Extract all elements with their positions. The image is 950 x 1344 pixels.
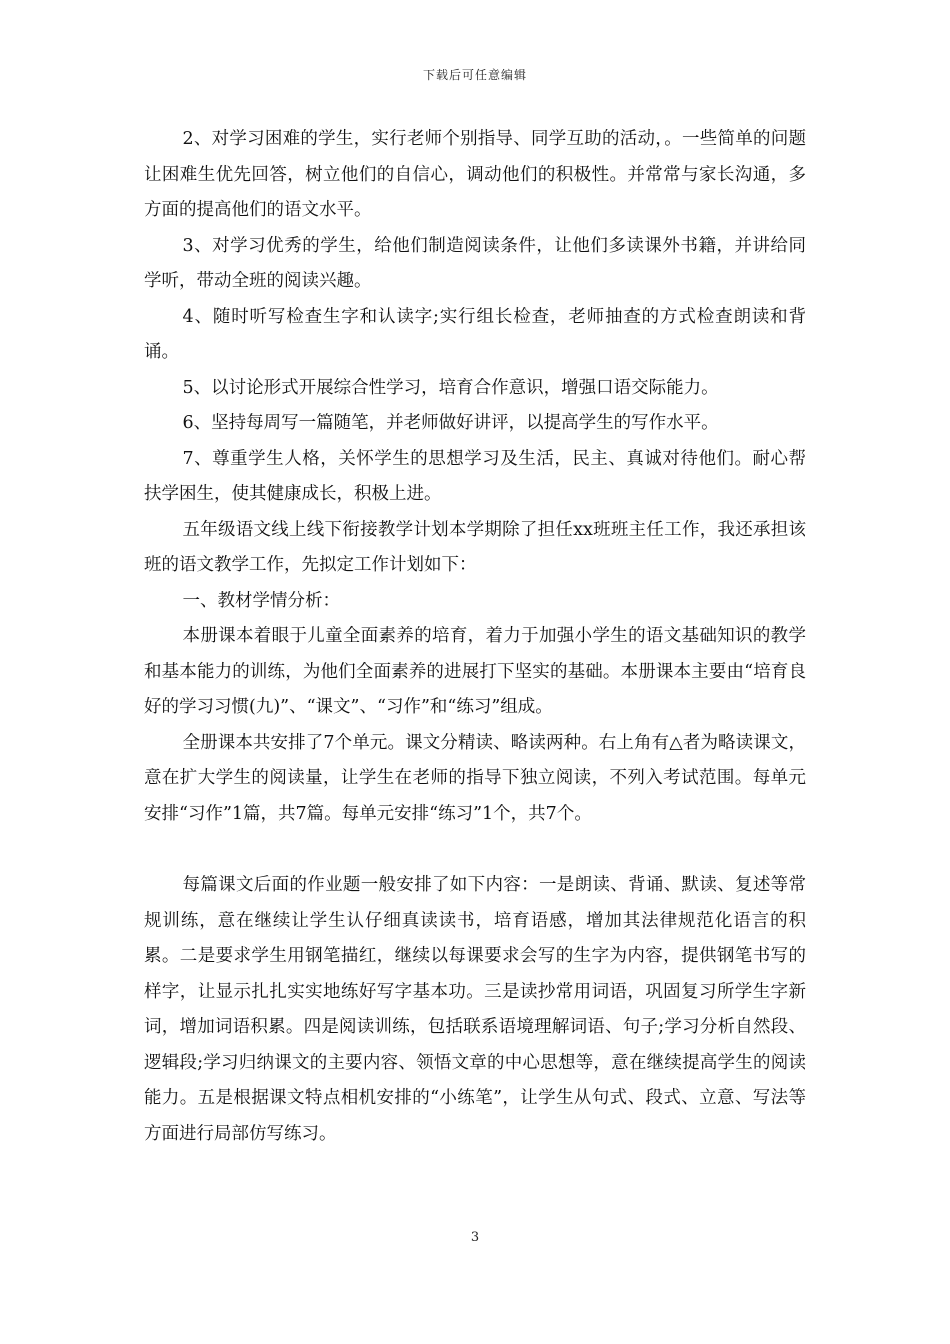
- paragraph-item-5: 5、以讨论形式开展综合性学习，培育合作意识，增强口语交际能力。: [182, 377, 719, 398]
- section-heading: 一、教材学情分析：: [182, 590, 340, 611]
- paragraph-spacer: [144, 832, 806, 868]
- page-header: 下载后可任意编辑: [422, 68, 527, 82]
- paragraph-item-7: 7、尊重学生人格，关怀学生的思想学习及生活，民主、真诚对待他们。耐心帮扶学困生，使其健康成长，积极上进。: [144, 448, 806, 504]
- paragraph-item-4: 4、随时听写检查生字和认读字;实行组长检查，老师抽查的方式检查朗读和背诵。: [144, 306, 806, 362]
- paragraph-item-2: 2、对学习困难的学生，实行老师个别指导、同学互助的活动，。一些简单的问题让困难生优先回答，树立他们的自信心，调动他们的积极性。并常常与家长沟通，多方面的提高他们的语文水平。: [144, 129, 806, 220]
- document-body: [144, 122, 806, 1152]
- paragraph-plan-intro: 五年级语文线上线下衔接教学计划本学期除了担任xx班班主任工作，我还承担该班的语文教学工作，先拟定工作计划如下：: [144, 519, 806, 575]
- paragraph-textbook-overview: 本册课本着眼于儿童全面素养的培育，着力于加强小学生的语文基础知识的教学和基本能力的训练，为他们全面素养的进展打下坚实的基础。本册课本主要由“培育良好的学习习惯(九)”、“课文”、“习作”和“练习”组成。: [144, 626, 806, 717]
- paragraph-unit-arrangement: 全册课本共安排了7个单元。课文分精读、略读两种。右上角有△者为略读课文，意在扩大学生的阅读量，让学生在老师的指导下独立阅读，不列入考试范围。每单元安排“习作”1篇，共7篇。每单元安排“练习”1个，共7个。: [144, 732, 806, 824]
- paragraph-item-3: 3、对学习优秀的学生，给他们制造阅读条件，让他们多读课外书籍，并讲给同学听，带动全班的阅读兴趣。: [144, 235, 806, 291]
- page-number: 3: [470, 1230, 480, 1245]
- paragraph-item-6: 6、坚持每周写一篇随笔，并老师做好讲评，以提高学生的写作水平。: [182, 413, 719, 433]
- paragraph-exercise-content: 每篇课文后面的作业题一般安排了如下内容：一是朗读、背诵、默读、复述等常规训练，意在继续让学生认仔细真读读书，培育语感，增加其法律规范化语言的积累。二是要求学生用钢笔描红，继续以每课要求会写的生字为内容，提供钢笔书写的样字，让显示扎扎实实地练好写字基本功。三是读抄常用词语，巩固复习所学生字新词，增加词语积累。四是阅读训练，包括联系语境理解词语、句子;学习分析自然段、逻辑段;学习归纳课文的主要内容、领悟文章的中心思想等，意在继续提高学生的阅读能力。五是根据课文特点相机安排的“小练笔”，让学生从句式、段式、立意、写法等方面进行局部仿写练习。: [144, 875, 806, 1144]
